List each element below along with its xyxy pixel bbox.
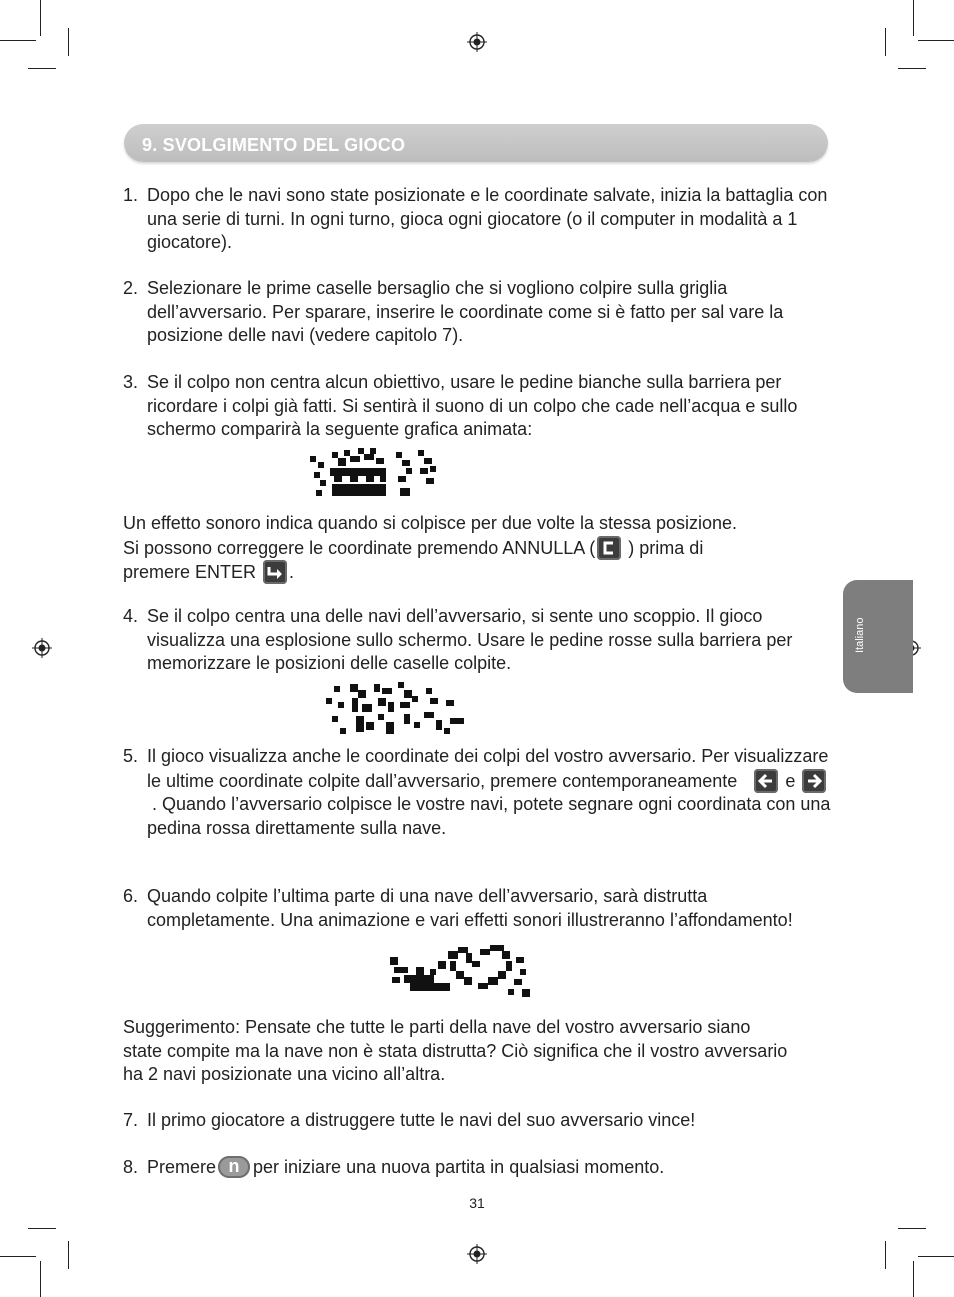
list-item: [123, 184, 835, 255]
key-c-icon: [597, 536, 621, 560]
section-header-bar: [124, 124, 828, 162]
list-item: [123, 1109, 835, 1133]
note-text: ) prima di: [628, 537, 704, 558]
item-number: 3.: [123, 372, 139, 392]
registration-mark-icon: [467, 1244, 487, 1264]
list-item: [123, 371, 835, 442]
list-item: [123, 277, 835, 348]
enter-key-icon: [263, 560, 287, 584]
item-text: [147, 745, 835, 840]
section-title: 9. SVOLGIMENTO DEL GIOCO: [142, 135, 406, 155]
note-paragraph: [123, 512, 833, 585]
miss-splash-graphic: [310, 448, 440, 500]
item-text: Il primo giocatore a distruggere tutte le navi del suo avversario vince!: [147, 1110, 696, 1130]
item-text: Selezionare le prime caselle bersaglio che si vogliono colpire sulla griglia dell’avversario. Per sparare, inserire le coordinate come si è fatto per sal vare la posizione delle navi (vedere capitolo 7).: [147, 278, 784, 345]
item-text-part: per iniziare una nuova partita in qualsiasi momento.: [253, 1157, 665, 1177]
registration-mark-icon: [467, 32, 487, 52]
list-item: [123, 605, 835, 676]
note-text: Si possono correggere le coordinate premendo ANNULLA (: [123, 537, 596, 558]
item-number: 8.: [123, 1157, 139, 1177]
right-arrow-key-icon: [802, 769, 826, 793]
language-tab-label: Italiano: [854, 617, 866, 653]
item-text-part: Premere: [147, 1157, 217, 1177]
page-number: 31: [469, 1195, 485, 1211]
list-item: [123, 885, 835, 932]
item-number: 5.: [123, 746, 139, 766]
tip-paragraph: Suggerimento: Pensate che tutte le parti della nave del vostro avversario siano state compite ma la nave non è stata distrutta? Ciò significa che il vostro avversario ha 2 navi posizionate una vicino all’altra.: [123, 1017, 788, 1084]
list-item: [123, 1156, 835, 1180]
item-number: 7.: [123, 1110, 139, 1130]
hit-explosion-graphic: [326, 682, 466, 740]
note-line: [123, 536, 833, 561]
ship-sinking-graphic: [390, 943, 535, 1001]
n-key-label: n: [228, 1156, 240, 1176]
item-text-part: e: [785, 770, 796, 791]
item-number: 6.: [123, 886, 139, 906]
item-number: 1.: [123, 185, 139, 205]
registration-mark-icon: [32, 638, 52, 658]
note-line: Un effetto sonoro indica quando si colpisce per due volte la stessa posizione.: [123, 513, 738, 533]
item-text-part: . Quando l’avversario colpisce le vostre navi, potete segnare ogni coordinata con una pedina rossa direttamente sulla nave.: [147, 794, 831, 838]
item-text: Se il colpo centra una delle navi dell’avversario, si sente uno scoppio. Il gioco visualizza una esplosione sullo schermo. Usare le pedine rosse sulla barriera per memorizzare le posizioni delle caselle colpite.: [147, 606, 793, 673]
note-line: [123, 560, 833, 585]
item-text: Quando colpite l’ultima parte di una nave dell’avversario, sarà distrutta completamente. Una animazione e vari effetti sonori illustreranno l’affondamento!: [147, 886, 793, 930]
item-text: Dopo che le navi sono state posizionate e le coordinate salvate, inizia la battaglia con una serie di turni. In ogni turno, gioca ogni giocatore (o il computer in modalità a 1 giocatore).: [147, 185, 828, 252]
item-number: 4.: [123, 606, 139, 626]
list-item: [123, 745, 835, 840]
item-number: 2.: [123, 278, 139, 298]
item-text: Se il colpo non centra alcun obiettivo, usare le pedine bianche sulla barriera per ricordare i colpi già fatti. Si sentirà il suono di un colpo che cade nell’acqua e sullo schermo comparirà la seguente grafica animata:: [147, 372, 798, 439]
item-text: [147, 1156, 835, 1180]
note-text: premere ENTER: [123, 562, 257, 582]
n-key-icon: [218, 1156, 250, 1178]
left-arrow-key-icon: [754, 769, 778, 793]
note-text: .: [289, 562, 295, 582]
item-text-part: Il gioco visualizza anche le coordinate dei colpi del vostro avversario. Per visualizzare le ultime coordinate colpite dall’avversario, premere contemporaneamente: [147, 746, 829, 791]
